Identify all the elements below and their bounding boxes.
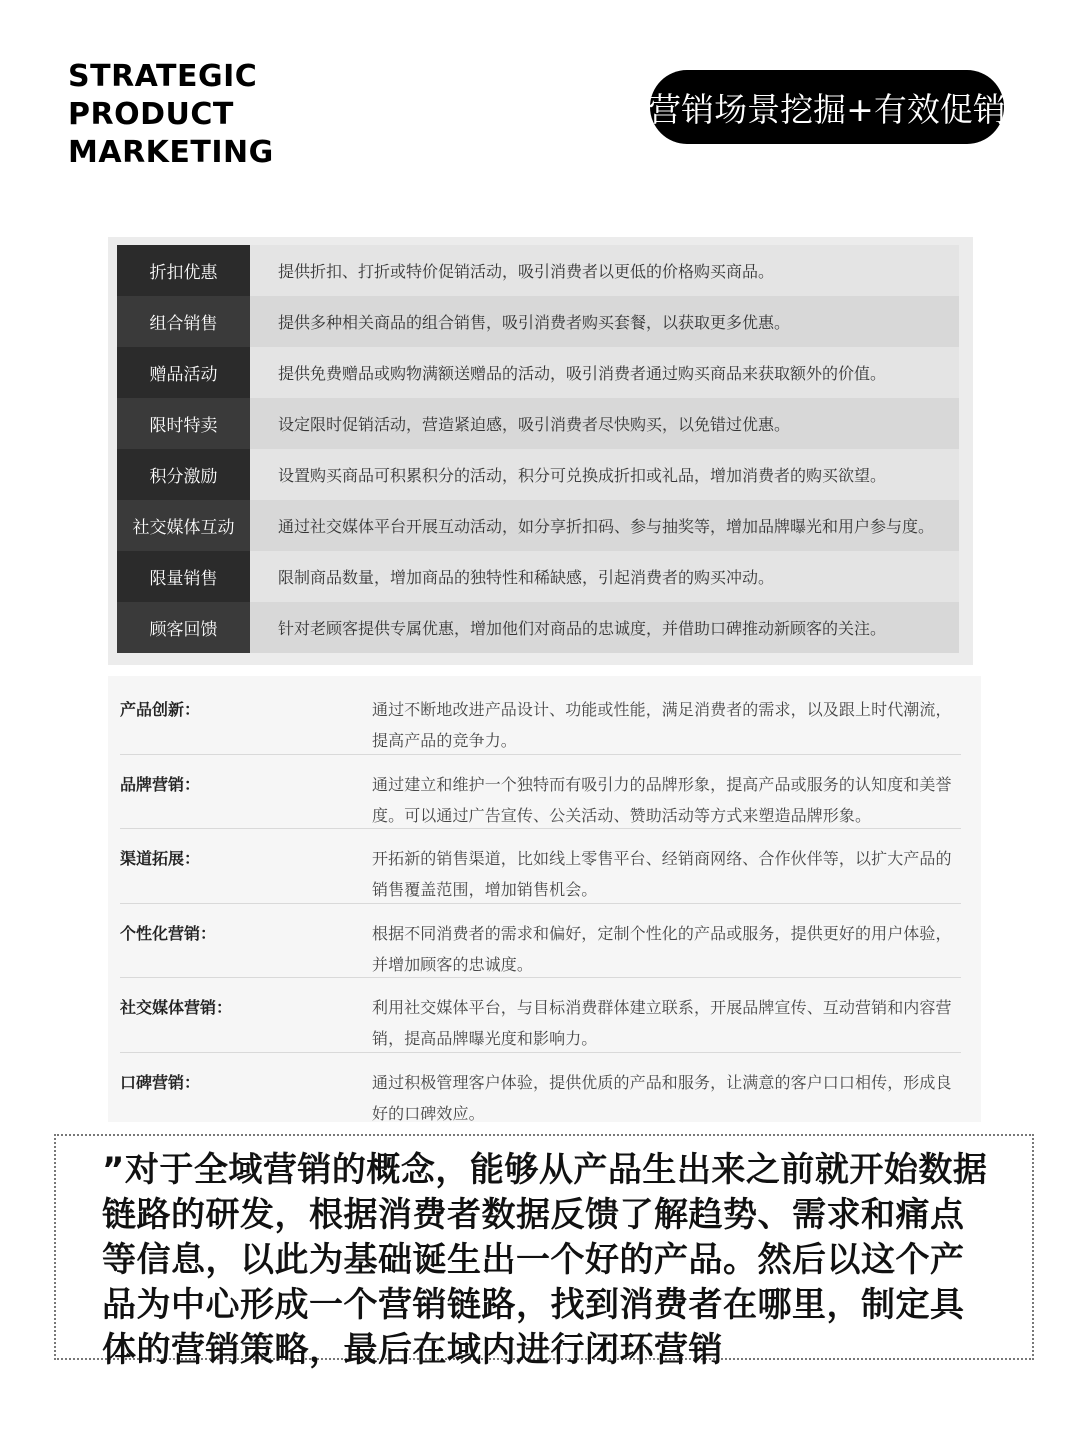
row-label: 赠品活动	[117, 347, 250, 398]
strategy-label: 个性化营销：	[120, 923, 217, 943]
strategy-description: 通过建立和维护一个独特而有吸引力的品牌形象，提高产品或服务的认知度和美誉度。可以通过广告宣传、公关活动、赞助活动等方式来塑造品牌形象。	[372, 774, 952, 825]
row-description: 针对老顾客提供专属优惠，增加他们对商品的忠诚度，并借助口碑推动新顾客的关注。	[250, 602, 959, 653]
table-row	[117, 449, 959, 500]
strategy-label: 渠道拓展：	[120, 849, 201, 868]
row-label: 积分激励	[117, 449, 250, 500]
strategy-description: 开拓新的销售渠道，比如线上零售平台、经销商网络、合作伙伴等，以扩大产品的销售覆盖范围，增加销售机会。	[372, 849, 952, 899]
strategy-description: 利用社交媒体平台，与目标消费群体建立联系，开展品牌宣传、互动营销和内容营销，提高品牌曝光度和影响力。	[372, 998, 952, 1048]
table-row	[120, 1053, 961, 1128]
strategy-description: 通过积极管理客户体验，提供优质的产品和服务，让满意的客户口口相传，形成良好的口碑效应。	[372, 1072, 952, 1123]
row-label: 折扣优惠	[117, 245, 250, 296]
row-label: 社交媒体互动	[117, 500, 250, 551]
table-row	[120, 829, 961, 904]
table-row	[117, 398, 959, 449]
quote-box	[54, 1134, 1034, 1370]
row-description: 通过社交媒体平台开展互动活动，如分享折扣码、参与抽奖等，增加品牌曝光和用户参与度。	[250, 500, 959, 551]
brand-wordmark	[68, 58, 274, 172]
row-label: 组合销售	[117, 296, 250, 347]
brand-line: MARKETING	[68, 135, 274, 170]
table-row	[120, 904, 961, 979]
row-description: 提供多种相关商品的组合销售，吸引消费者购买套餐，以获取更多优惠。	[250, 296, 959, 347]
table-row	[117, 245, 959, 296]
strategy-label: 产品创新：	[120, 700, 201, 719]
row-description: 设置购买商品可积累积分的活动，积分可兑换成折扣或礼品，增加消费者的购买欲望。	[250, 449, 959, 500]
table-row	[120, 978, 961, 1053]
table-row	[117, 347, 959, 398]
row-label: 顾客回馈	[117, 602, 250, 653]
table-row	[117, 296, 959, 347]
strategy-table	[108, 676, 981, 1122]
table-row	[117, 602, 959, 653]
row-label: 限时特卖	[117, 398, 250, 449]
row-label: 限量销售	[117, 551, 250, 602]
quote-text: ”对于全域营销的概念，能够从产品生出来之前就开始数据链路的研发，根据消费者数据反馈了解趋势、需求和痛点等信息，以此为基础诞生出一个好的产品。然后以这个产品为中心形成一个营销链路，找到消费者在哪里，制定具体的营销策略，最后在域内进行闭环营销	[102, 1150, 988, 1370]
page-title: 营销场景挖掘+有效促销	[650, 70, 1004, 144]
table-row	[117, 500, 959, 551]
strategy-label: 品牌营销：	[120, 774, 201, 794]
table-row	[120, 680, 961, 755]
row-description: 提供折扣、打折或特价促销活动，吸引消费者以更低的价格购买商品。	[250, 245, 959, 296]
row-description: 设定限时促销活动，营造紧迫感，吸引消费者尽快购买，以免错过优惠。	[250, 398, 959, 449]
strategy-label: 口碑营销：	[120, 1072, 201, 1092]
strategy-description: 通过不断地改进产品设计、功能或性能，满足消费者的需求，以及跟上时代潮流，提高产品的竞争力。	[372, 700, 952, 750]
table-row	[120, 755, 961, 830]
brand-line: STRATEGIC	[68, 59, 258, 94]
brand-line: PRODUCT	[68, 97, 234, 132]
promotion-table	[108, 237, 973, 665]
strategy-label: 社交媒体营销：	[120, 998, 233, 1017]
row-description: 限制商品数量，增加商品的独特性和稀缺感，引起消费者的购买冲动。	[250, 551, 959, 602]
strategy-description: 根据不同消费者的需求和偏好，定制个性化的产品或服务，提供更好的用户体验，并增加顾客的忠诚度。	[372, 923, 952, 974]
table-row	[117, 551, 959, 602]
row-description: 提供免费赠品或购物满额送赠品的活动，吸引消费者通过购买商品来获取额外的价值。	[250, 347, 959, 398]
